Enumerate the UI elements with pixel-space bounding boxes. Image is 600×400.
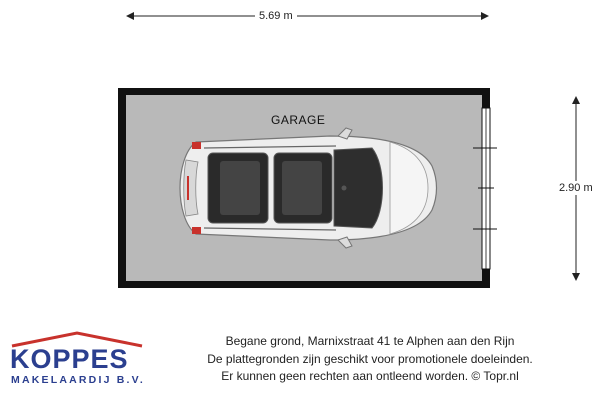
company-logo-name: KOPPES — [10, 344, 129, 374]
car-illustration — [180, 128, 437, 248]
caption-line-disclaimer: Er kunnen geen rechten aan ontleend worden. © Topr.nl — [221, 369, 519, 383]
floorplan-caption — [150, 333, 590, 386]
caption-line-address: Begane grond, Marnixstraat 41 te Alphen aan den Rijn — [225, 334, 515, 348]
width-dimension-label: 5.69 m — [255, 9, 297, 23]
height-dimension-label: 2.90 m — [555, 181, 597, 195]
caption-line-purpose: De plattegronden zijn geschikt voor promotionele doeleinden. — [207, 351, 533, 366]
room-label-garage: GARAGE — [271, 113, 326, 127]
company-logo-subtitle: MAKELAARDIJ B.V. — [11, 374, 145, 386]
